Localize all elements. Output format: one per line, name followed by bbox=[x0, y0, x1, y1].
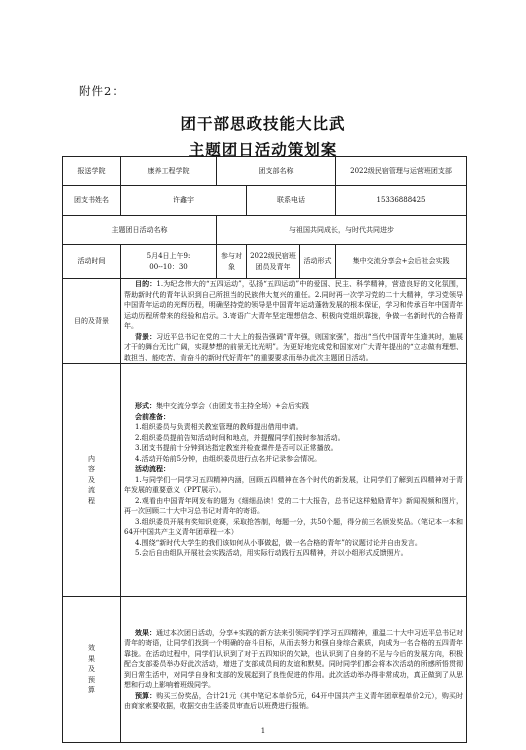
effect-label bbox=[63, 597, 121, 743]
form-label: 活动形式 bbox=[300, 245, 336, 279]
effect-char: 及 bbox=[88, 665, 95, 674]
flow-item: 3.组织委员开展有奖知识竞赛，采取抢答制，每题一分，共50个题，得分前三名颁发奖品。（笔记本一本和64开中国共产主义青年团章程一本） bbox=[124, 517, 464, 537]
prep-item: 2.组织委员提前告知活动时间和地点，并提醒同学们按时参加活动。 bbox=[135, 433, 345, 442]
attachment-label: 附件2： bbox=[79, 84, 125, 98]
effect-body: 通过本次团日活动，分享+实践的新方法来引领同学们学习五四精神，重温二十大中习近平总书记对青年的寄语，让同学们找到一个明确的奋斗目标，从而去努力和强自身综合素质，向成为一名合格的五四青年靠拢。在活动过程中，同学们认识到了对于五四知识的欠缺，也认识到了自身的不足与今后的发展方向，积极配合支部委员举办好此次活动，增进了支部成员间的友谊和默契。同时同学们都会将本次活动的所感所悟贯彻到日常生活中，对同学自身和支部的发展起到了良性促进的作用。此次活动举办得非常成功，真正做到了从思想和行动上影响着班级同学。 bbox=[124, 628, 464, 689]
form-paragraph bbox=[124, 401, 463, 412]
page-number: 1 bbox=[260, 727, 266, 735]
college-value: 康养工程学院 bbox=[121, 157, 217, 186]
row-time bbox=[63, 245, 467, 279]
content-char: 程 bbox=[88, 496, 95, 505]
row-content bbox=[63, 364, 467, 597]
budget-paragraph bbox=[124, 691, 463, 712]
participants-value: 2022级民宿班团员及青年 bbox=[247, 245, 300, 279]
purpose-body: 1.为纪念伟大的“五四运动”，弘扬“五四运动”中的爱国、民主、科学精神，营造良好的文化氛围，帮助新时代的青年认识到自己所担当的民族伟大复兴的重任。2.同时再一次学习党的二十大精神，学习党领导中国青年运动的光辉历程，明确坚持党的领导是中国青年运动蓬勃发展的根本保证，学习和传承百年中国青年运动历程所带来的经验和启示。3.寄语广大青年坚定理想信念、积极向党组织靠拢，争做一名新时代的合格青年。 bbox=[124, 280, 464, 330]
effect-text bbox=[121, 597, 467, 743]
content-char: 内 bbox=[88, 454, 95, 463]
branch-label: 团支部名称 bbox=[217, 157, 336, 186]
time-line-2: 00--10：30 bbox=[149, 262, 188, 271]
phone-value: 15336888425 bbox=[336, 186, 467, 216]
effect-char: 预 bbox=[88, 675, 95, 684]
flow-heading-paragraph bbox=[124, 464, 463, 475]
time-line-1: 5月4日上午9: bbox=[146, 252, 191, 260]
secretary-value: 许鑫宇 bbox=[121, 186, 247, 216]
flow-item: 1.与同学们一同学习五四精神内涵，回顾五四精神在各个时代的新发展，让同学们了解到五四精神对于青年发展的重要意义（PPT展示）。 bbox=[124, 475, 464, 495]
purpose-paragraph bbox=[124, 279, 463, 332]
document-subtitle: 主题团日活动策划案 bbox=[188, 140, 338, 159]
content-char: 容 bbox=[88, 465, 95, 474]
theme-label: 主题团日活动名称 bbox=[63, 216, 217, 245]
budget-body: 购买三份奖品，合计21元（其中笔记本单价5元，64开中国共产主义青年团章程单价2元），购买时由商家索要收据，收据交由生活委员审查后以班费进行报销。 bbox=[124, 691, 464, 710]
flow-item: 5.会后自由组队开展社会实践活动，用实际行动践行五四精神，并以小组形式反馈照片。 bbox=[135, 549, 408, 558]
row-secretary bbox=[63, 186, 467, 216]
time-value bbox=[121, 245, 217, 279]
prep-item: 3.团支书提前十分钟到达指定教室并检查课件是否可以正常播放。 bbox=[135, 444, 338, 453]
effect-heading: 效果： bbox=[135, 627, 157, 637]
purpose-text bbox=[121, 279, 467, 364]
budget-heading: 预算： bbox=[135, 690, 157, 700]
effect-paragraph bbox=[124, 628, 463, 691]
document-title: 团干部思政技能大比武 bbox=[180, 114, 346, 133]
flow-item: 2.观看由中国青年网发布的题为《细细品读！党的二十大报告，总书记这样勉励青年》新闻视频和图片，再一次回顾二十大中习总书记对青年的寄语。 bbox=[124, 496, 464, 516]
time-label: 活动时间 bbox=[63, 245, 121, 279]
flow-heading: 活动流程： bbox=[135, 464, 170, 474]
prep-item: 1.组织委员与负责相关教室管理的教师提出借用申请。 bbox=[135, 423, 303, 432]
effect-char: 效 bbox=[88, 644, 95, 653]
purpose-heading: 目的： bbox=[135, 279, 157, 288]
prep-heading-paragraph bbox=[124, 412, 463, 423]
form-body: 集中交流分享会（由团支书主持全场）+会后实践 bbox=[156, 402, 309, 411]
content-text bbox=[121, 364, 467, 597]
content-char: 流 bbox=[88, 486, 95, 495]
phone-label: 联系电话 bbox=[247, 186, 336, 216]
content-char: 及 bbox=[88, 475, 95, 484]
theme-value: 与祖国共同成长，与时代共同进步 bbox=[217, 216, 467, 245]
secretary-label: 团支书姓名 bbox=[63, 186, 121, 216]
background-heading: 背景： bbox=[135, 331, 157, 341]
prep-heading: 会前准备： bbox=[135, 411, 170, 421]
background-paragraph bbox=[124, 332, 463, 364]
row-college bbox=[63, 157, 467, 186]
row-theme bbox=[63, 216, 467, 245]
effect-char: 算 bbox=[88, 686, 95, 695]
row-purpose bbox=[63, 279, 467, 364]
purpose-label: 目的及背景 bbox=[63, 279, 121, 364]
flow-item: 4.围绕“新时代大学生的我们该如何从小事做起，做一名合格的青年”的议题讨论并自由发言。 bbox=[135, 538, 422, 547]
effect-char: 果 bbox=[88, 654, 95, 663]
form-heading: 形式： bbox=[135, 401, 156, 411]
row-effect bbox=[63, 597, 467, 743]
content-label bbox=[63, 364, 121, 597]
form-value: 集中交流分享会+会后社会实践 bbox=[336, 245, 467, 279]
prep-item: 4.活动开始前5分钟，由组织委员进行点名并记录参会情况。 bbox=[135, 454, 322, 463]
background-body: 习近平总书记在党的二十大上的报告强调“青年强，则国家强”，指出“当代中国青年生逢其时，施展才干的舞台无比广阔，实现梦想的前景无比光明”。为更好地完成党和国家对广大青年提出的“立志做有理想、敢担当、能吃苦、肯奋斗的新时代好青年”的重要要求而举办此次主题团日活动。 bbox=[124, 332, 464, 362]
participants-label: 参与对象 bbox=[217, 245, 247, 279]
plan-table bbox=[62, 156, 467, 743]
branch-value: 2022级民宿管理与运营班团支部 bbox=[336, 157, 467, 186]
college-label: 报送学院 bbox=[63, 157, 121, 186]
